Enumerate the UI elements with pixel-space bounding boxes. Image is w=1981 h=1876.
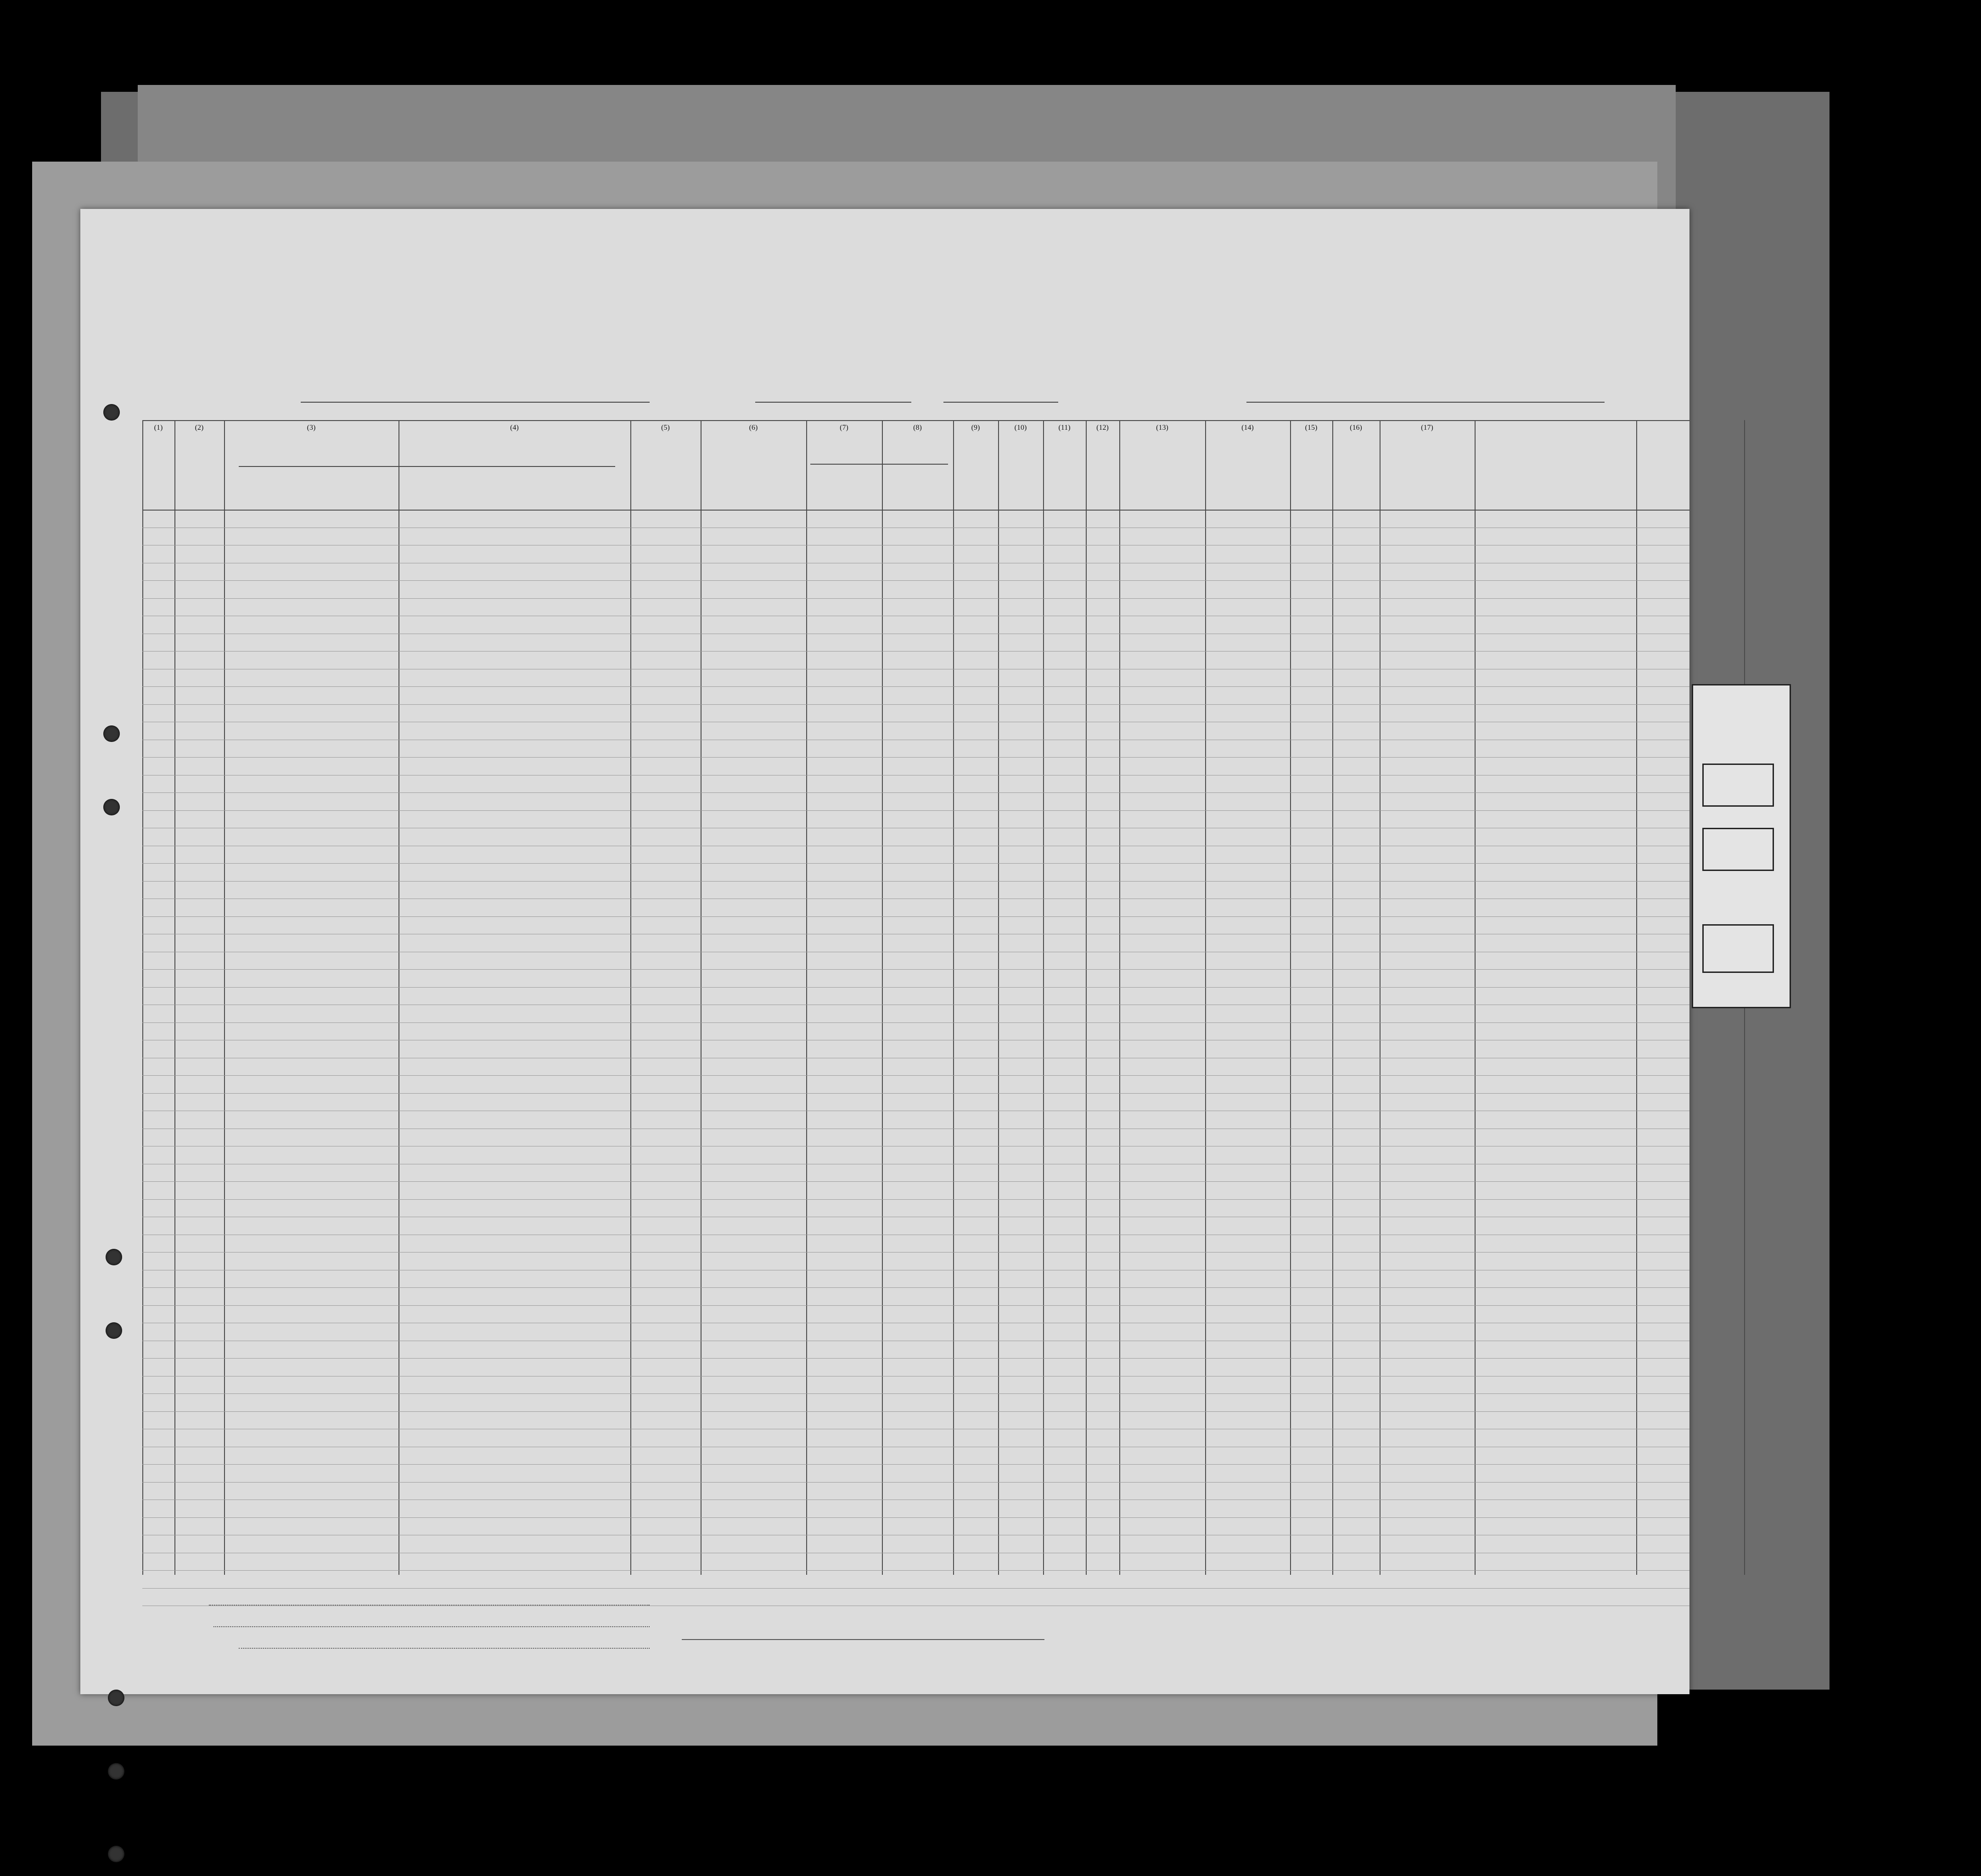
ruled-line bbox=[142, 1305, 1689, 1306]
ruled-line bbox=[142, 1393, 1689, 1394]
column-rule bbox=[1636, 420, 1637, 1575]
ruled-line bbox=[142, 1075, 1689, 1076]
binder-hole bbox=[108, 1763, 124, 1780]
column-rule bbox=[398, 420, 399, 1575]
tab-box-2 bbox=[1702, 828, 1774, 871]
column-number: (5) bbox=[661, 424, 670, 432]
ruled-line bbox=[142, 580, 1689, 581]
ruled-line bbox=[142, 1093, 1689, 1094]
binder-hole bbox=[106, 1322, 122, 1339]
ruled-line bbox=[142, 1482, 1689, 1483]
ruled-line bbox=[142, 1181, 1689, 1182]
header-rule bbox=[142, 510, 1689, 511]
binder-hole bbox=[103, 725, 120, 742]
column-number: (17) bbox=[1421, 424, 1433, 432]
column-rule bbox=[1119, 420, 1120, 1575]
binder-hole bbox=[106, 1249, 122, 1265]
ruled-line bbox=[142, 1287, 1689, 1288]
ruled-line bbox=[142, 969, 1689, 970]
ruled-line bbox=[142, 1252, 1689, 1253]
ruled-line bbox=[142, 686, 1689, 687]
column-number: (9) bbox=[971, 424, 980, 432]
column-rule bbox=[1043, 420, 1044, 1575]
ruled-line bbox=[142, 810, 1689, 811]
column-rule bbox=[630, 420, 631, 1575]
column-rule bbox=[1290, 420, 1291, 1575]
column-number: (16) bbox=[1350, 424, 1362, 432]
column-rule bbox=[1205, 420, 1206, 1575]
total-passengers-tab bbox=[1692, 684, 1791, 1008]
ruled-line bbox=[142, 704, 1689, 705]
binder-hole bbox=[108, 1690, 124, 1706]
column-number: (2) bbox=[195, 424, 204, 432]
column-number: (7) bbox=[840, 424, 848, 432]
owners-rule bbox=[213, 1626, 650, 1627]
vessel-underline bbox=[301, 402, 650, 403]
column-number: (12) bbox=[1096, 424, 1109, 432]
column-number: (13) bbox=[1156, 424, 1168, 432]
tab-box-3 bbox=[1702, 924, 1774, 973]
column-rule bbox=[1380, 420, 1381, 1575]
ruled-line bbox=[142, 987, 1689, 988]
column-rule bbox=[1086, 420, 1087, 1575]
ruled-line bbox=[142, 792, 1689, 793]
ruled-line bbox=[142, 1199, 1689, 1200]
column-number: (14) bbox=[1241, 424, 1254, 432]
column-number: (11) bbox=[1058, 424, 1071, 432]
ruled-line bbox=[142, 651, 1689, 652]
column-number: (8) bbox=[913, 424, 922, 432]
column-number: (3) bbox=[307, 424, 316, 432]
ruled-line bbox=[142, 1358, 1689, 1359]
ruled-line bbox=[142, 1588, 1689, 1589]
ruled-line bbox=[142, 863, 1689, 864]
column-rule bbox=[882, 420, 883, 1575]
binder-hole bbox=[108, 1846, 124, 1862]
ruled-line bbox=[142, 598, 1689, 599]
column-rule bbox=[142, 420, 143, 1575]
binder-hole bbox=[103, 799, 120, 815]
column-rule bbox=[1475, 420, 1476, 1575]
crew-manifest-form bbox=[80, 209, 1689, 1694]
column-rule bbox=[998, 420, 999, 1575]
column-number: (4) bbox=[510, 424, 519, 432]
column-rule bbox=[806, 420, 807, 1575]
crew-table bbox=[80, 420, 1689, 1575]
shipped-rule bbox=[810, 464, 948, 465]
column-number: (15) bbox=[1305, 424, 1318, 432]
from-underline bbox=[1246, 402, 1605, 403]
column-rule bbox=[953, 420, 954, 1575]
column-rule bbox=[1332, 420, 1333, 1575]
binder-hole bbox=[103, 404, 120, 421]
signature-rule bbox=[682, 1639, 1044, 1640]
line-rule bbox=[209, 1605, 650, 1606]
port-underline bbox=[755, 402, 911, 403]
ruled-line bbox=[142, 757, 1689, 758]
column-number: (1) bbox=[154, 424, 163, 432]
name-rule bbox=[239, 466, 615, 467]
column-number: (6) bbox=[749, 424, 758, 432]
ruled-line bbox=[142, 916, 1689, 917]
ruled-line bbox=[142, 1022, 1689, 1023]
column-rule bbox=[224, 420, 225, 1575]
column-number: (10) bbox=[1014, 424, 1027, 432]
tab-box-1 bbox=[1702, 764, 1774, 807]
header-rule bbox=[142, 420, 1689, 421]
agents-rule bbox=[239, 1648, 650, 1649]
ruled-line bbox=[142, 1464, 1689, 1465]
ruled-line bbox=[142, 1570, 1689, 1571]
column-rule bbox=[174, 420, 175, 1575]
ruled-line bbox=[142, 881, 1689, 882]
ruled-line bbox=[142, 1411, 1689, 1412]
date-underline bbox=[943, 402, 1058, 403]
ruled-line bbox=[142, 1517, 1689, 1518]
